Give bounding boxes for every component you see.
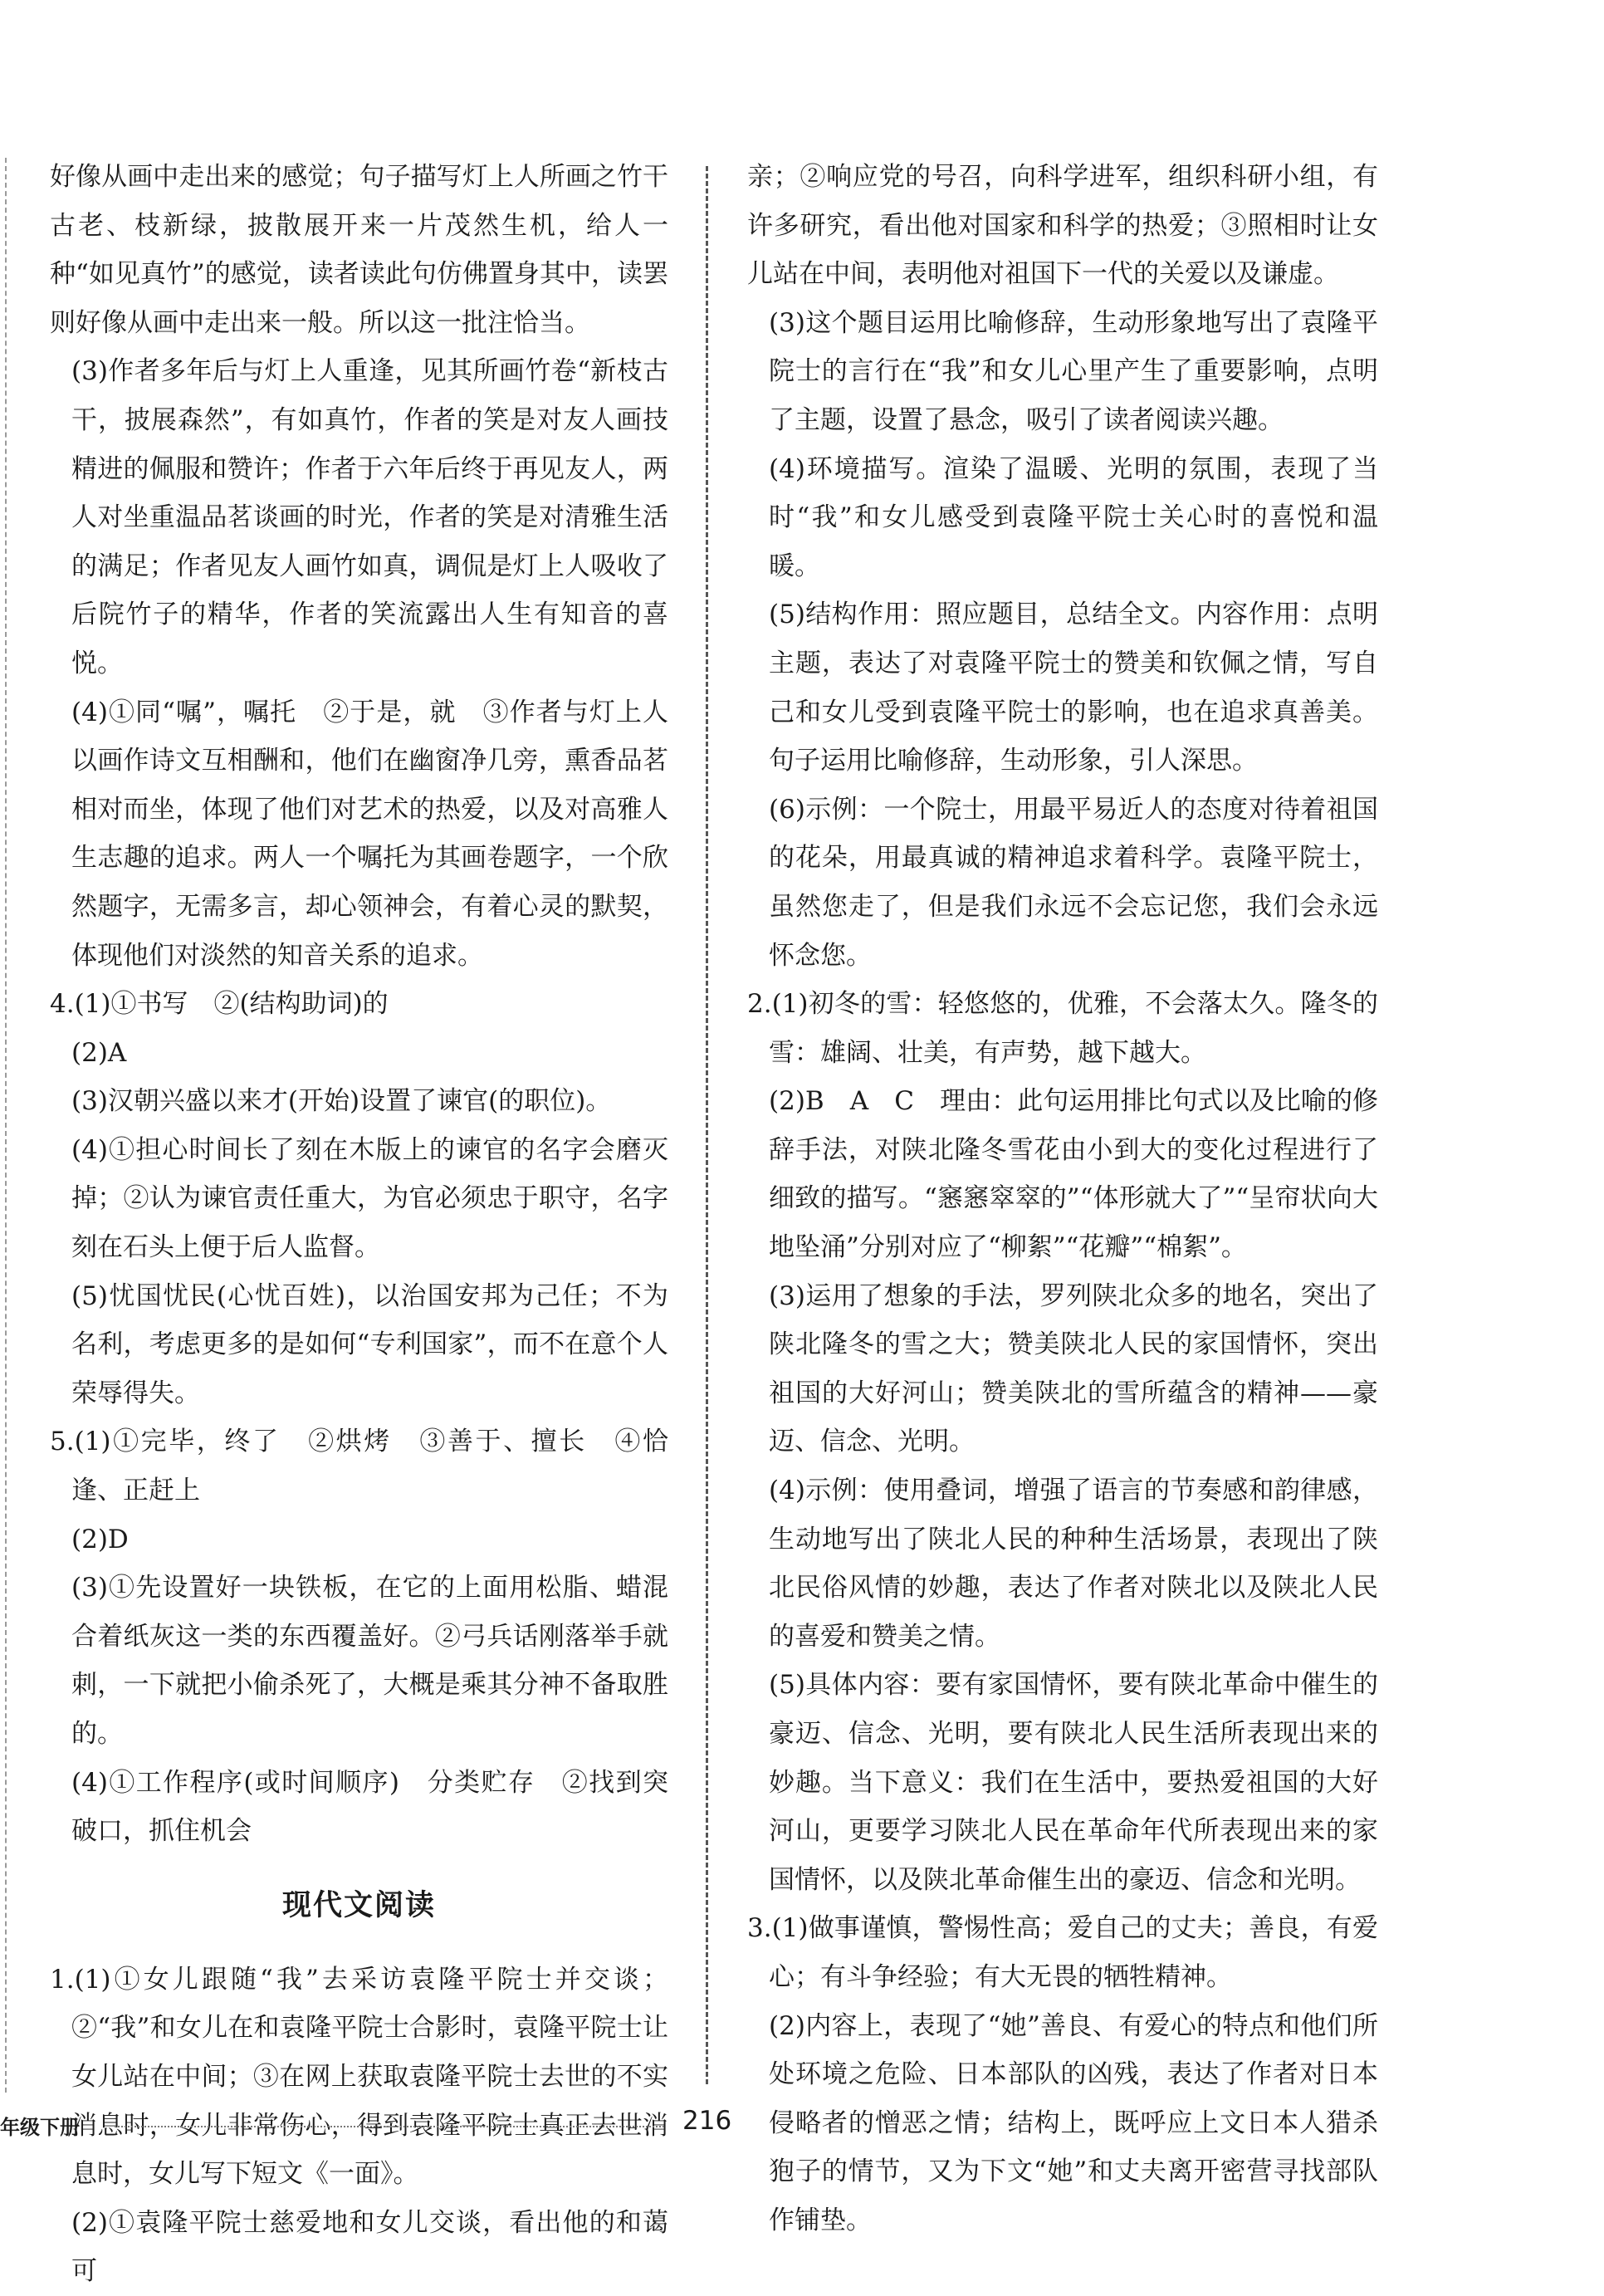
answer-paragraph: (4)①同“嘱”，嘱托 ②于是，就 ③作者与灯上人以画作诗文互相酬和，他们在幽窗净几旁，熏香品茗相对而坐，体现了他们对艺术的热爱，以及对高雅人生志趣的追求。两人一个嘱托为其画卷题字，一个欣然题字，无需多言，却心领神会，有着心灵的默契，体现他们对淡然的知音关系的追求。 (71, 697, 668, 971)
question-5-part-1: 5.(1)①完毕，终了 ②烘烤 ③善于、擅长 ④恰逢、正赶上 (50, 1427, 668, 1506)
answer-paragraph: (2)①袁隆平院士慈爱地和女儿交谈，看出他的和蔼可 (71, 2207, 668, 2287)
answer-paragraph: (4)①工作程序(或时间顺序) 分类贮存 ②找到突破口，抓住机会 (71, 1767, 668, 1847)
answer-paragraph: (4)示例：使用叠词，增强了语言的节奏感和韵律感，生动地写出了陕北人民的种种生活场景，表现出了陕北民俗风情的妙趣，表达了作者对陕北以及陕北人民的喜爱和赞美之情。 (769, 1476, 1378, 1652)
right-column (747, 153, 1378, 2245)
answer-paragraph: (6)示例：一个院士，用最平易近人的态度对待着祖国的花朵，用最真诚的精神追求着科学。袁隆平院士，虽然您走了，但是我们永远不会忘记您，我们会永远怀念您。 (769, 794, 1378, 971)
answer-paragraph: (4)环境描写。渲染了温暖、光明的氛围，表现了当时“我”和女儿感受到袁隆平院士关心时的喜悦和温暖。 (769, 453, 1378, 581)
question-4-part-1: 4.(1)①书写 ②(结构助词)的 (50, 989, 389, 1020)
answer-paragraph: 亲；②响应党的号召，向科学进军，组织科研小组，有许多研究，看出他对国家和科学的热爱；③照相时让女儿站在中间，表明他对祖国下一代的关爱以及谦虚。 (747, 162, 1378, 290)
answer-paragraph: (3)运用了想象的手法，罗列陕北众多的地名，突出了陕北隆冬的雪之大；赞美陕北人民的家国情怀，突出祖国的大好河山；赞美陕北的雪所蕴含的精神——豪迈、信念、光明。 (769, 1280, 1378, 1457)
answer-paragraph: (2)内容上，表现了“她”善良、有爱心的特点和他们所处环境之危险、日本部队的凶残，表达了作者对日本侵略者的憎恶之情；结构上，既呼应上文日本人猎杀狍子的情节，又为下文“她”和丈夫离开密营寻找部队作铺垫。 (769, 2010, 1378, 2235)
answer-paragraph: (5)结构作用：照应题目，总结全文。内容作用：点明主题，表达了对袁隆平院士的赞美和钦佩之情，写自己和女儿受到袁隆平院士的影响，也在追求真善美。句子运用比喻修辞，生动形象，引人深思。 (769, 600, 1378, 776)
column-divider (706, 166, 708, 2084)
answer-paragraph: (5)忧国忧民(心忧百姓)，以治国安邦为己任；不为名利，考虑更多的是如何“专利国家”，而不在意个人荣辱得失。 (71, 1280, 668, 1408)
footer-dotted-line (115, 2126, 664, 2127)
answer-paragraph: (3)这个题目运用比喻修辞，生动形象地写出了袁隆平院士的言行在“我”和女儿心里产生了重要影响，点明了主题，设置了悬念，吸引了读者阅读兴趣。 (769, 307, 1378, 435)
answer-paragraph: (5)具体内容：要有家国情怀，要有陕北革命中催生的豪迈、信念、光明，要有陕北人民生活所表现出来的妙趣。当下意义：我们在生活中，要热爱祖国的大好河山，更要学习陕北人民在革命年代所表现出来的家国情怀，以及陕北革命催生出的豪迈、信念和光明。 (769, 1670, 1378, 1895)
question-2-part-1: 2.(1)初冬的雪：轻悠悠的，优雅，不会落太久。隆冬的雪：雄阔、壮美，有声势，越下越大。 (747, 989, 1378, 1068)
binding-edge-line (5, 158, 7, 2093)
answer-paragraph: (2)B A C 理由：此句运用排比句式以及比喻的修辞手法，对陕北隆冬雪花由小到大的变化过程进行了细致的描写。“窸窸窣窣的”“体形就大了”“呈帘状向大地坠涌”分别对应了“柳絮”“花瓣”“棉絮”。 (769, 1086, 1378, 1263)
page-number: 216 (682, 2106, 732, 2136)
grade-label: 年级下册 (0, 2116, 80, 2139)
question-1-part-1: 1.(1)①女儿跟随“我”去采访袁隆平院士并交谈；②“我”和女儿在和袁隆平院士合影时，袁隆平院士让女儿站在中间；③在网上获取袁隆平院士去世的不实消息时，女儿非常伤心，得到袁隆平院士真正去世消息时，女儿写下短文《一面》。 (50, 1964, 668, 2190)
answer-paragraph: (4)①担心时间长了刻在木版上的谏官的名字会磨灭掉；②认为谏官责任重大，为官必须忠于职守，名字刻在石头上便于后人监督。 (71, 1134, 668, 1263)
question-3-part-1: 3.(1)做事谨慎，警惕性高；爱自己的丈夫；善良，有爱心；有斗争经验；有大无畏的牺牲精神。 (747, 1913, 1378, 1992)
answer-paragraph: (2)D (71, 1524, 129, 1554)
page-footer (0, 2106, 1604, 2142)
answer-paragraph: (3)作者多年后与灯上人重逢，见其所画竹卷“新枝古干，披展森然”，有如真竹，作者的笑是对友人画技精进的佩服和赞许；作者于六年后终于再见友人，两人对坐重温品茗谈画的时光，作者的笑是对清雅生活的满足；作者见友人画竹如真，调侃是灯上人吸收了后院竹子的精华，作者的笑流露出人生有知音的喜悦。 (71, 356, 668, 678)
answer-paragraph: 好像从画中走出来的感觉；句子描写灯上人所画之竹干古老、枝新绿，披散展开来一片茂然生机，给人一种“如见真竹”的感觉，读者读此句仿佛置身其中，读罢则好像从画中走出来一般。所以这一批注恰当。 (50, 162, 668, 338)
answer-paragraph: (3)①先设置好一块铁板，在它的上面用松脂、蜡混合着纸灰这一类的东西覆盖好。②弓兵话刚落举手就刺，一下就把小偷杀死了，大概是乘其分神不备取胜的。 (71, 1573, 668, 1749)
section-title: 现代文阅读 (281, 1888, 436, 1922)
answer-paragraph: (3)汉朝兴盛以来才(开始)设置了谏官(的职位)。 (71, 1086, 612, 1117)
answer-paragraph: (2)A (71, 1037, 127, 1068)
left-column (50, 153, 668, 2296)
